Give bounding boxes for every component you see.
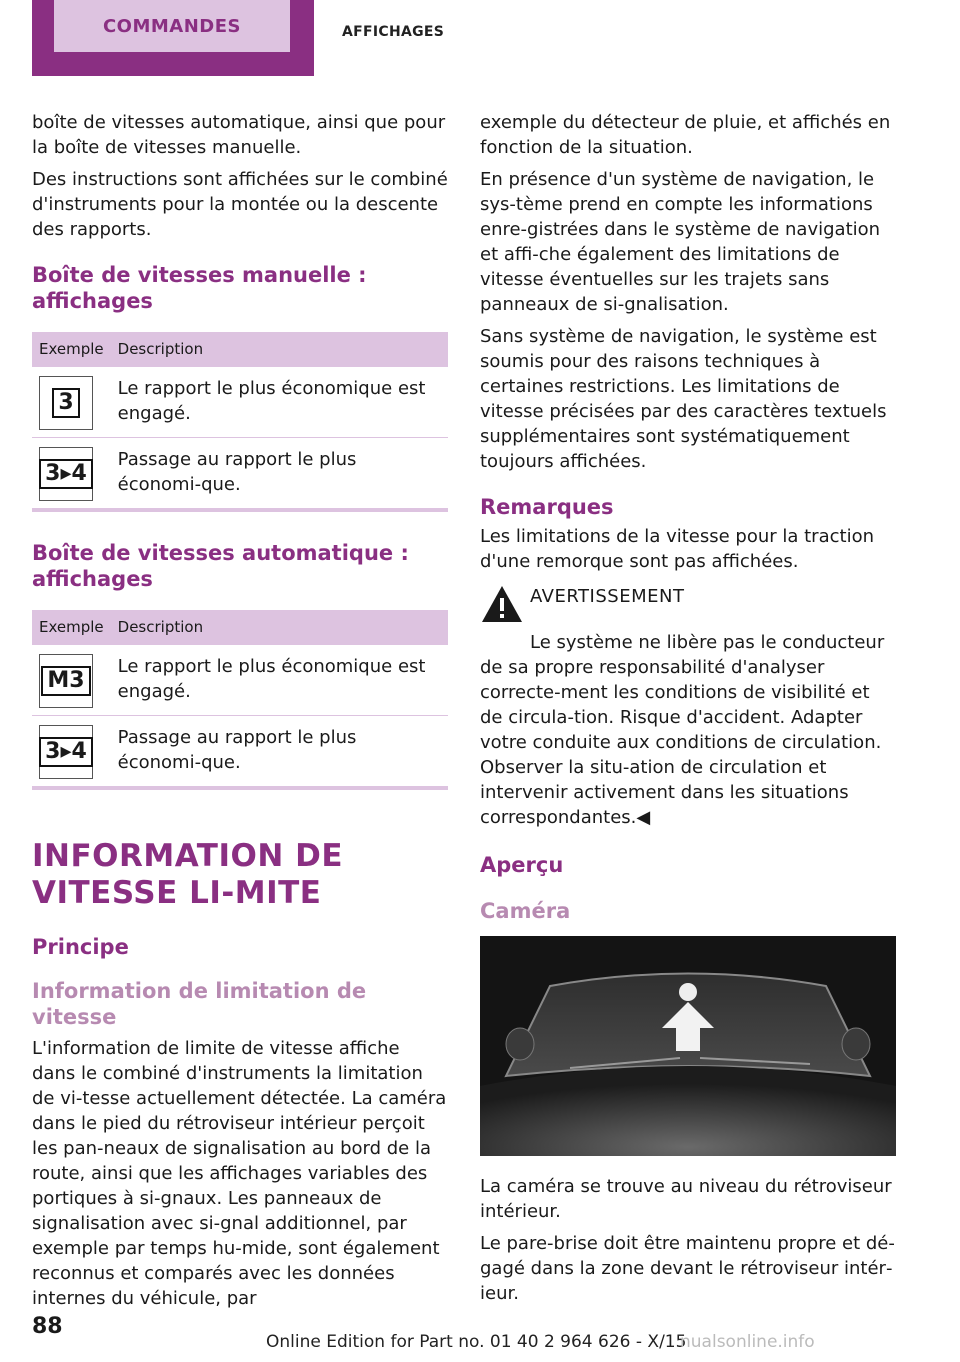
warning-triangle-icon: [480, 584, 524, 624]
gear-shift-icon: 3▸4: [39, 725, 93, 779]
site-watermark: nualsonline.info: [680, 1332, 815, 1352]
tab-affichages[interactable]: AFFICHAGES: [342, 24, 445, 40]
table-auto-gearbox: [32, 610, 448, 790]
edition-footer: Online Edition for Part no. 01 40 2 964 626 - X/15: [266, 1332, 687, 1352]
section-title: INFORMATION DE VITESSE LI‐MITE: [32, 838, 343, 911]
table-header-example: Exemple: [32, 610, 111, 645]
tab-commandes[interactable]: [32, 0, 314, 76]
paragraph: L'information de limite de vitesse affiche dans le combiné d'instruments la limitation de vi‐tesse actuellement détectée. La caméra dans le pied du rétroviseur intérieur perçoit les pan‐neaux de signalisation au bord de la route, ainsi que les affichages variables des portiques à si‐gnaux. Les panneaux de signalisation avec si‐gnal additionnel, par exemple par temps hu‐mide, sont également reconnus et comparés avec les données internes du véhicule, par: [32, 1038, 447, 1309]
heading-camera: Caméra: [480, 899, 571, 923]
right-column: [480, 110, 896, 1313]
paragraph: Le pare-brise doit être maintenu propre et dé‐gagé dans la zone devant le rétroviseur intér‐ieur.: [480, 1233, 895, 1304]
page-number: 88: [32, 1314, 63, 1339]
heading-manual-gearbox: Boîte de vitesses manuelle : affichages: [32, 263, 367, 313]
paragraph: Les limitations de la vitesse pour la traction d'une remorque sont pas affichées.: [480, 526, 874, 572]
warning-block: [480, 584, 896, 624]
table-row: [32, 716, 448, 789]
table-cell-description: Le rapport le plus économique est engagé.: [111, 367, 448, 438]
heading-principe: Principe: [32, 935, 129, 959]
table-manual-gearbox: [32, 332, 448, 512]
table-cell-description: Passage au rapport le plus économi‐que.: [111, 716, 448, 789]
paragraph: Sans système de navigation, le système est soumis pour des raisons techniques à certaines restrictions. Les limitations de vitesse précisées par des caractères textuels supplémentaires sont systématiquement toujours affichées.: [480, 326, 887, 472]
heading-auto-gearbox: Boîte de vitesses automatique : affichages: [32, 541, 409, 591]
table-row: [32, 438, 448, 511]
table-row: [32, 645, 448, 716]
table-header-description: Description: [111, 332, 448, 367]
paragraph: Des instructions sont affichées sur le combiné d'instruments pour la montée ou la descente des rapports.: [32, 169, 448, 240]
gear-indicator-icon: M3: [39, 654, 93, 708]
paragraph: La caméra se trouve au niveau du rétroviseur intérieur.: [480, 1176, 892, 1222]
warning-title: AVERTISSEMENT: [530, 586, 685, 607]
table-header-example: Exemple: [32, 332, 111, 367]
gear-shift-icon: 3▸4: [39, 447, 93, 501]
gear-indicator-icon: 3: [39, 376, 93, 430]
heading-apercu: Aperçu: [480, 853, 564, 877]
tab-commandes-label: COMMANDES: [54, 0, 290, 52]
paragraph: boîte de vitesses automatique, ainsi que pour la boîte de vitesses manuelle.: [32, 112, 446, 158]
left-column: [32, 110, 448, 1318]
table-header-description: Description: [111, 610, 448, 645]
windshield-camera-image: [480, 936, 896, 1156]
warning-text: Le système ne libère pas le conducteur de sa propre responsabilité d'analyser correcte‐ment les conditions de visibilité et de circula‐tion. Risque d'accident. Adapter votre conduite aux conditions de circulation. Observer la situ‐ation de circulation et intervenir activement dans les situations correspondantes.◀: [480, 632, 885, 828]
header-tabs: [0, 0, 960, 76]
paragraph: exemple du détecteur de pluie, et affichés en fonction de la situation.: [480, 112, 891, 158]
paragraph: En présence d'un système de navigation, le sys‐tème prend en compte les informations enre‐gistrées dans le système de navigation et affi‐che également des limitations de vitesse éventuelles sur les trajets sans panneaux de si‐gnalisation.: [480, 169, 881, 315]
table-cell-description: Passage au rapport le plus économi‐que.: [111, 438, 448, 511]
heading-info-limit: Information de limitation de vitesse: [32, 979, 367, 1029]
heading-remarques: Remarques: [480, 495, 614, 519]
table-row: [32, 367, 448, 438]
table-cell-description: Le rapport le plus économique est engagé.: [111, 645, 448, 716]
